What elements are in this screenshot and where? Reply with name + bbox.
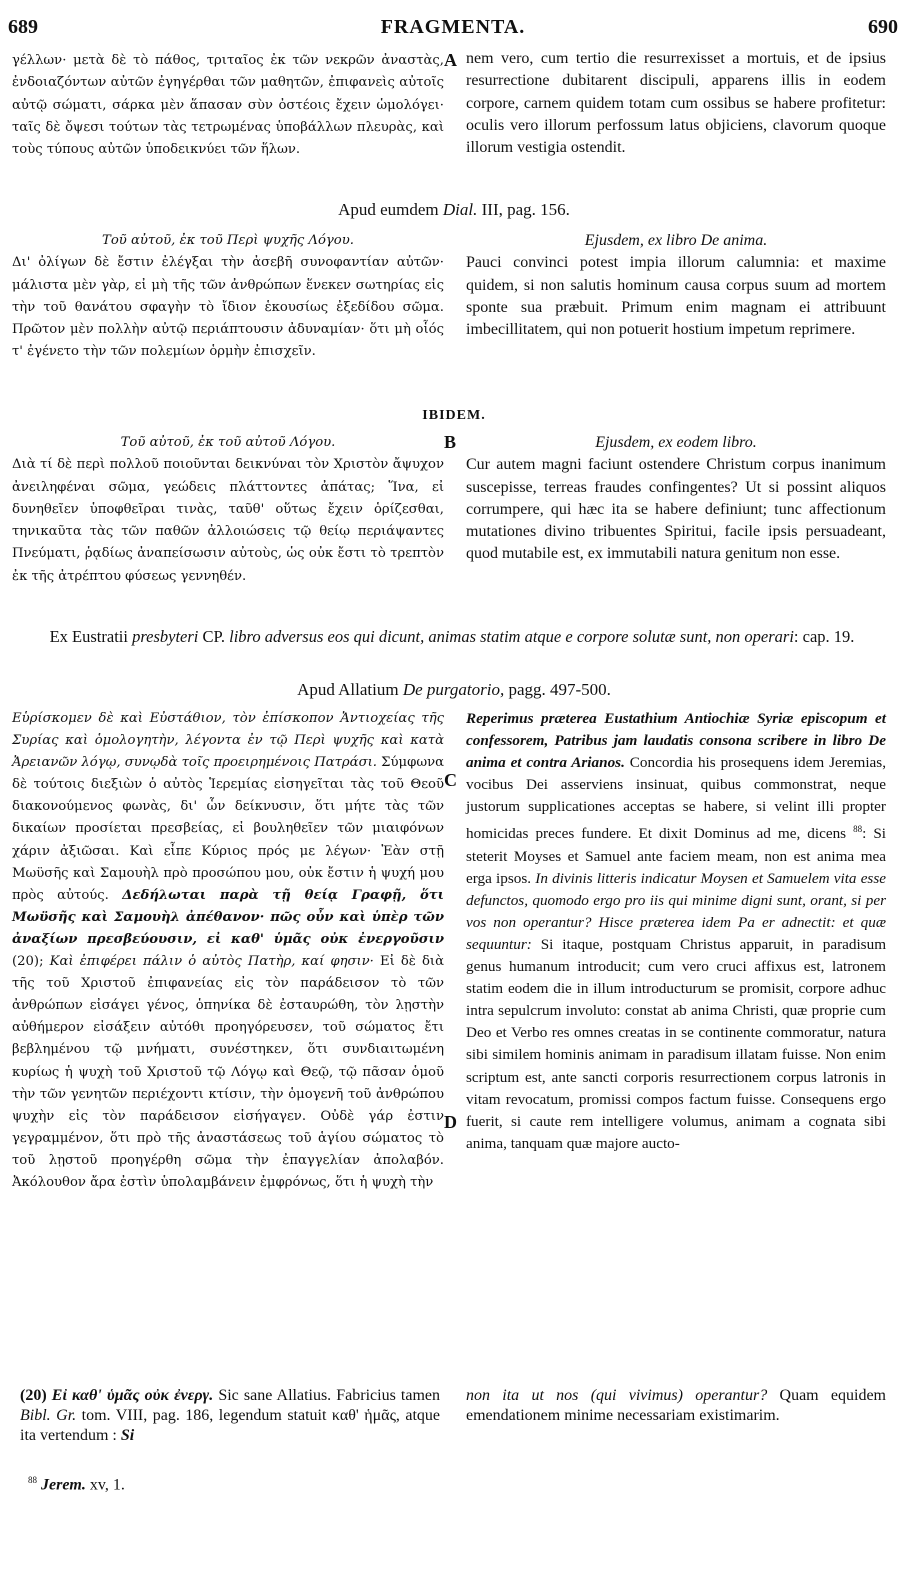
greek-text: Διὰ τί δὲ περὶ πολλοῦ ποιοῦνται δεικνύναι τὸν Χριστὸν ἄψυχον ἀνειληφέναι σῶμα, γεώδεις πλάττοντες ἀπάτας; Ἵνα, εἰ δυνηθεῖεν ὑποφθεῖραι τινὰς, ταῦθ' οὕτως ἔχειν ὁρίζεσθαι, τηνικαῦτα τὰς τῶν παθῶν ἀλλοιώσεις τῷ θείῳ περιάψαντες Πνεύματι, ῥᾳδίως ἀναπείσωσιν αὐτοὺς, ὡς οὐκ ἔστι τὸ τρεπτὸν ἐκ τῆς ἀτρέπτου φύσεως γεννηθέν. bbox=[12, 457, 444, 584]
latin-text: Pauci convinci potest impia illorum calumnia: et maxime quidem, si non salutis hominum causa corpus suum ad mortem sponte sua præbuit. Primum enim magnam ei attribuunt imbecillitatem, qui non potuerit hostium impetum reprimere. bbox=[466, 254, 886, 339]
greek-paragraph-2 bbox=[12, 230, 444, 364]
eustratius-heading: Ex Eustratii presbyteri CP. libro adversus eos qui dicunt, animas statim atque e corpore solutæ sunt, non operari: cap. 19. bbox=[49, 627, 855, 646]
page-number-left: 689 bbox=[8, 16, 38, 38]
footnote-20-continued: non ita ut nos (qui vivimus) operantur? Quam equidem emendationem minime necessariam existimarim. bbox=[466, 1387, 886, 1424]
latin-paragraph-3 bbox=[466, 432, 886, 566]
latin-section-title: Ejusdem, ex libro De anima. bbox=[584, 232, 768, 249]
greek-text: Δι' ὀλίγων δὲ ἔστιν ἐλέγξαι τὴν ἀσεβῆ συνοφαντίαν αὐτῶν· μάλιστα μὲν γὰρ, εἰ μὴ τῆς τῶν ἀνθρώπων ἕνεκεν σωτηρίας εἰς τὴν τοῦ θανάτου σφαγὴν τὸ ἴδιον ἑκουσίως ἐξεδίδου σῶμα. Πρῶτον μὲν πολλὴν αὐτῷ περιάπτουσιν ἀδυναμίαν· ὅτι μὴ οἷός τ' ἐγένετο τὴν τῶν πολεμίων ὁρμὴν ἐπισχεῖν. bbox=[12, 255, 444, 360]
latin-paragraph-2 bbox=[466, 230, 886, 341]
ibidem-heading: IBIDEM. bbox=[422, 408, 486, 423]
running-header bbox=[8, 16, 898, 38]
page-number-right: 690 bbox=[868, 16, 898, 38]
latin-paragraph-4 bbox=[466, 708, 886, 1155]
greek-section-title: Τοῦ αὐτοῦ, ἐκ τοῦ αὐτοῦ Λόγου. bbox=[120, 435, 336, 450]
latin-text: Cur autem magni faciunt ostendere Christum corpus inanimum suscepisse, terreas fraudes confingentes? Ut si possint aliquos corrumpere, qui hæc ita se habere definiunt; tunc affectionum mutationes divino tribuentes Spiritui, facile ipsis persuadeant, quod mutabile est, ex immutabili natura genitum non esse. bbox=[466, 456, 886, 563]
greek-paragraph-1 bbox=[12, 50, 444, 161]
footnote-88: $^{88}$ Jerem. xv, 1. bbox=[28, 1475, 125, 1494]
footnote-20: (20) Εἰ καθ' ὑμᾶς οὐκ ἐνεργ. Sic sane Allatius. Fabricius tamen Bibl. Gr. tom. VIII, pag. 186, legendum statuit καθ' ἡμᾶς, atque ita vertendum : Si bbox=[20, 1387, 441, 1444]
margin-marker-a: A bbox=[444, 50, 457, 70]
greek-paragraph-4 bbox=[12, 708, 444, 1194]
greek-text: γέλλων· μετὰ δὲ τὸ πάθος, τριταῖος ἐκ τῶν νεκρῶν ἀναστὰς, ἐνδοιαζόντων αὐτῶν ἐγηγέρθαι τῶν μαθητῶν, ἐπιφανεὶς αὐτοῖς αὐτῷ σώματι, σάρκα μὲν ἅπασαν σὺν ὀστέοις ἔχειν ὡμολόγει· ταῖς δὲ ὄψεσι τούτων τὰς τετρωμένας ὑποβάλλων πλευρὰς, καὶ τοὺς τύπους αὐτῶν ὑποδεικνύει τῶν ἥλων. bbox=[12, 53, 444, 158]
margin-marker-d: D bbox=[444, 1112, 457, 1132]
greek-paragraph-3 bbox=[12, 432, 444, 588]
source-heading-1: Apud eumdem Dial. III, pag. 156. bbox=[338, 200, 570, 219]
greek-text: Εὑρίσκομεν δὲ καὶ Εὐστάθιον, τὸν ἐπίσκοπον Ἀντιοχείας τῆς Συρίας καὶ ὁμολογητὴν, λέγοντα ἐν τῷ Περὶ ψυχῆς καὶ κατὰ Ἀρειανῶν λόγῳ, συνῳδὰ τοῖς προειρημένοις Πατράσι. Σύμφωνα δὲ τούτοις διεξιὼν ὁ αὐτὸς Ἱερεμίας εἰσηγεῖται τὰς τοῦ Θεοῦ διακονούμενος φωνὰς, δι' ὧν δείκνυσιν, ὅτι μήτε τὰς τῶν δικαίων προσίεται πρεσβείας, εἰ βουληθεῖεν τῶν μιαιφόνων χάριν ἀξιῶσαι. Καὶ εἶπε Κύριος πρός με λέγων· Ἐὰν στῇ Μωϋσῆς καὶ Σαμουὴλ πρὸ προσώπου μου, οὐκ ἔστιν ἡ ψυχή μου πρὸς αὐτούς. Δεδήλωται παρὰ τῇ θείᾳ Γραφῇ, ὅτι Μωϋσῆς καὶ Σαμουὴλ ἀπέθανον· πῶς οὖν καὶ ὑπὲρ τῶν ἀναξίων πρεσβεύουσιν, εἰ καθ' ὑμᾶς οὐκ ἐνεργοῦσιν (20); Καὶ ἐπιφέρει πάλιν ὁ αὐτὸς Πατὴρ, καί φησιν· Εἰ δὲ διὰ τῆς τοῦ Χριστοῦ ἐπιφανείας εἰς τὸν παράδεισον τὸ τῶν ἀνθρώπων εἰσάγει γένος, ὁπηνίκα δὲ ἐσταυρώθη, τὸν λῃστὴν αὐθήμερον εἰσάξειν αὐτόθι προηγόρευσεν, τοῦ σώματος ἔτι βεβλημένου τῷ μνήματι, συνέστηκεν, ὅτι συνδιαιτωμένη κυρίως ἡ ψυχὴ τοῦ Χριστοῦ τῷ Λόγῳ καὶ Θεῷ, τῷ πᾶσαν ὁμοῦ τὴν τῶν γενητῶν περιέχοντι κτίσιν, τὴν ὁμογενῆ τοῦ ἀνθρώπου ψυχὴν εἰς τὸν παράδεισον εἰσήγαγεν. Οὐδὲ γάρ ἐστιν γεγραμμένον, ὅτι πρὸ τῆς ἀναστάσεως τοῦ ἁγίου σώματος τὸ τοῦ λῃστοῦ προηγέρθη σῶμα τὴν ἐπαγγελίαν ἀπολαβόν. Ἀκόλουθον ἄρα ἐστὶν ὑπολαμβάνειν ἐμφρόνως, ὅτι ἡ ψυχὴ τὴν bbox=[12, 711, 444, 1190]
latin-text: nem vero, cum tertio die resurrexisset a mortuis, et de ipsius resurrectione dubitarent discipuli, apparens illis in eodem corpore, carnem quidem totam cum ossibus se habere profitetur: oculis vero illorum perfossum latus objiciens, clavorum quoque illorum vestigia ostendit. bbox=[466, 50, 886, 157]
greek-section-title: Τοῦ αὐτοῦ, ἐκ τοῦ Περὶ ψυχῆς Λόγου. bbox=[102, 233, 354, 248]
latin-paragraph-1 bbox=[466, 48, 886, 159]
latin-text: Reperimus præterea Eustathium Antiochiæ Syriæ episcopum et confessorem, Patribus jam laudatis consona scribere in libro De anima et contra Arianos. Concordia his prosequens idem Jeremias, vocibus Dei asserviens insinuat, quibus commonstrat, neque justorum supplicationes acceptas se habere, si velint illi propter homicidas preces fundere. Et dixit Dominus ad me, dicens $^{88}$: Si steterit Moyses et Samuel ante faciem meam, non est anima mea erga ipsos. In divinis litteris indicatur Moysen et Samuelem vita esse defunctos, quomodo ergo pro iis qui minime digni sunt, orant, si per vos non operantur? Hisce præterea idem Pa er adnectit: et quæ sequuntur: Si itaque, postquam Christus apparuit, in paradisum genus humanum introducit; cum vero cruci affixus est, latronem statim eodem die in illum introducturum se promisit, corpore adhuc intra sepulcrum involuto: constat ab anima Christi, quæ proprie cum Deo et Verbo res omnes creatas in se continente commoratur, natura sibi similem hominis animam in paradisum illatam fuisse. Non enim scriptum est, ante sancti corporis resurrectionem corpus latronis in vitam revocatum, promissi compos factum fuisse. Consequens ergo fuerit, si caute rem intelligere volumus, animam a cognata sibi anima, tanquam quæ majore aucto- bbox=[466, 710, 887, 1152]
latin-section-title: Ejusdem, ex eodem libro. bbox=[595, 434, 757, 451]
running-title: FRAGMENTA. bbox=[380, 16, 526, 38]
margin-marker-b: B bbox=[444, 432, 457, 452]
margin-marker-c: C bbox=[444, 770, 457, 790]
source-heading-2: Apud Allatium De purgatorio, pagg. 497-500. bbox=[297, 680, 611, 699]
